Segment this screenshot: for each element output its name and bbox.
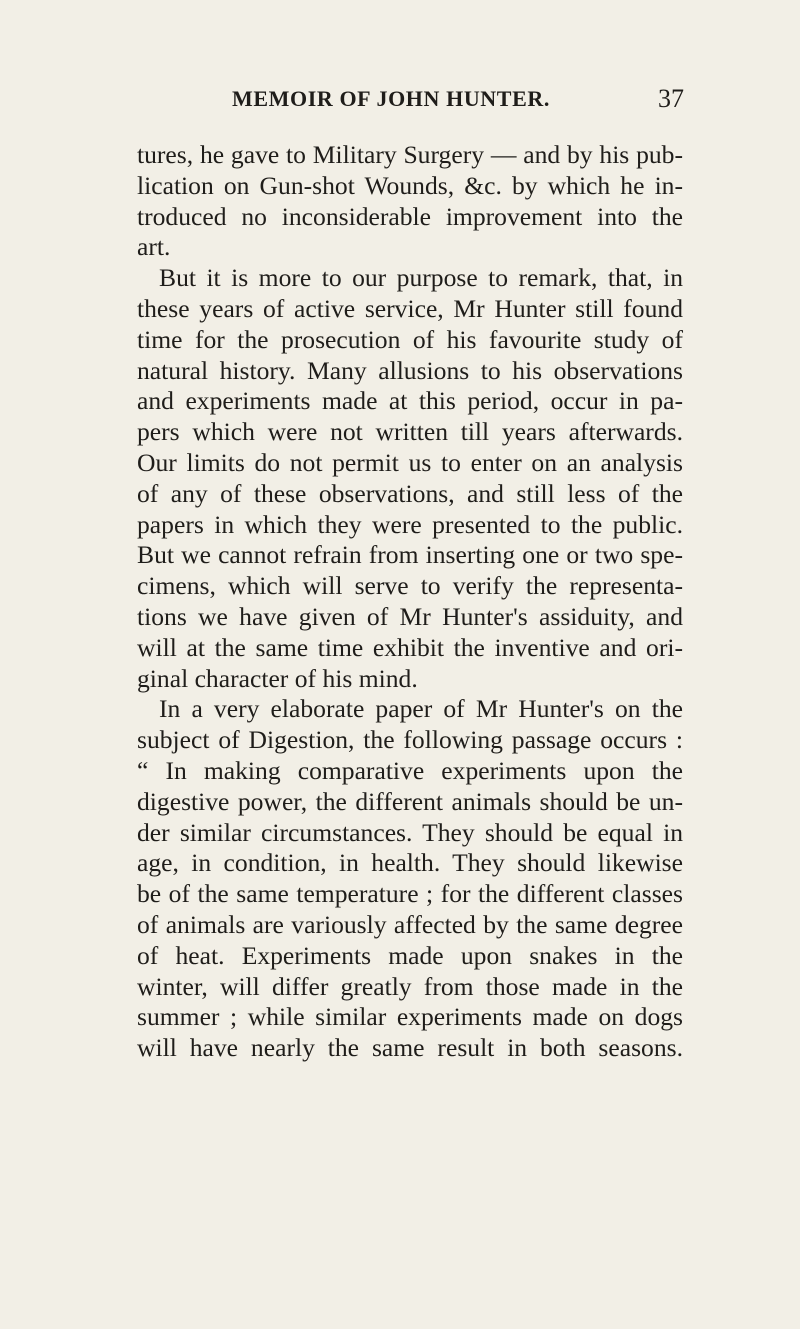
text-line: But it is more to our purpose to remark, that, in [159, 263, 683, 293]
text-line: natural history. Many allusions to his observations [137, 355, 683, 385]
text-line: these years of active service, Mr Hunter still found [137, 293, 683, 323]
text-line: ginal character of his mind. [137, 663, 418, 693]
text-line: lication on Gun-shot Wounds, &c. by which he in- [137, 170, 683, 200]
text-line: But we cannot refrain from inserting one or two spe- [137, 540, 683, 570]
running-title: MEMOIR OF JOHN HUNTER. [232, 86, 550, 111]
body-text [137, 140, 683, 1064]
text-line: tures, he gave to Military Surgery — and by his pub- [137, 140, 683, 169]
text-line: summer ; while similar experiments made on dogs [137, 1002, 683, 1032]
text-line: will have nearly the same result in both seasons. [137, 1033, 683, 1063]
text-line: tions we have given of Mr Hunter's assiduity, and [137, 601, 683, 631]
text-line: age, in condition, in health. They should likewise [137, 848, 683, 878]
text-line: “ In making comparative experiments upon the [137, 755, 683, 785]
running-header [232, 86, 684, 116]
text-line: time for the prosecution of his favourite study of [137, 324, 683, 354]
text-line: will at the same time exhibit the inventive and ori- [137, 632, 683, 662]
text-line: troduced no inconsiderable improvement into the [137, 201, 683, 231]
text-line: pers which were not written till years afterwards. [137, 417, 683, 447]
text-line: Our limits do not permit us to enter on an analysis [137, 447, 683, 477]
text-line: cimens, which will serve to verify the representa- [137, 571, 683, 601]
text-line: be of the same temperature ; for the different classes [137, 879, 683, 909]
text-line: In a very elaborate paper of Mr Hunter's on the [159, 694, 683, 724]
text-line: winter, will differ greatly from those made in the [137, 971, 683, 1001]
text-line: papers in which they were presented to the public. [137, 509, 683, 539]
page-number: 37 [658, 84, 684, 113]
text-line: art. [137, 232, 171, 262]
text-line: and experiments made at this period, occur in pa- [137, 386, 683, 416]
text-line: der similar circumstances. They should be equal in [137, 817, 683, 847]
text-line: of any of these observations, and still less of the [137, 478, 683, 508]
text-line: subject of Digestion, the following passage occurs : [137, 725, 683, 755]
text-line: of animals are variously affected by the same degree [137, 909, 683, 939]
text-line: digestive power, the different animals should be un- [137, 786, 683, 816]
text-line: of heat. Experiments made upon snakes in the [137, 940, 683, 970]
